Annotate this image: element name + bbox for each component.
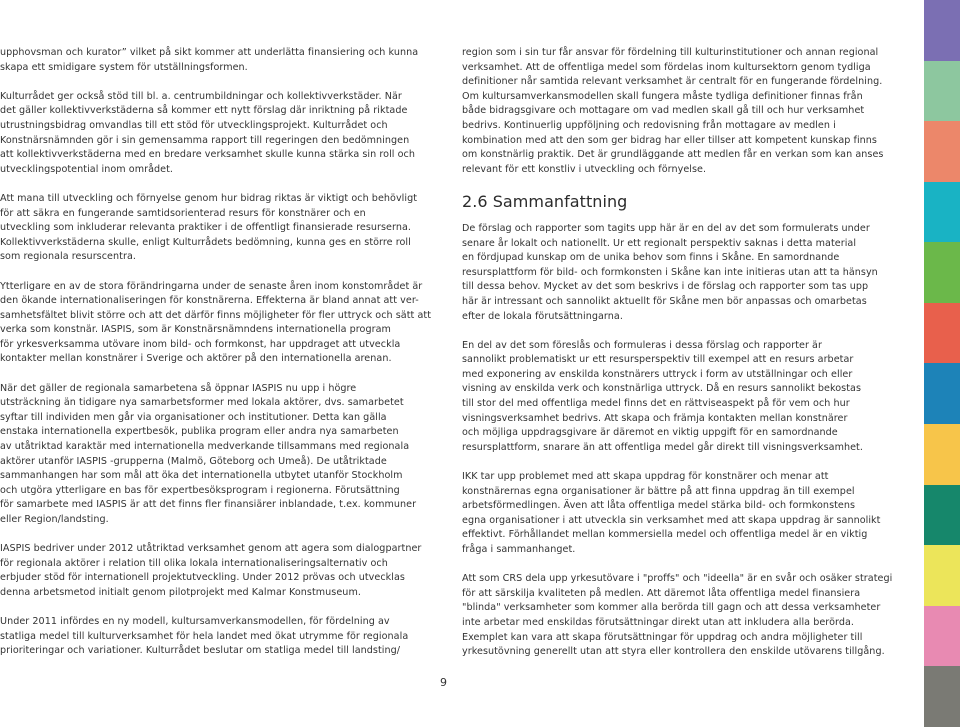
color-stripe-bar <box>924 0 960 727</box>
body-paragraph: En del av det som föreslås och formuleras i dessa förslag och rapporter är sannolikt problematiskt ur ett resursperspektiv till exempel att en resurs arbetar med exponering av enskilda konstnärers uttryck i form av utställningar och eller visning av enskilda verk och konstnärliga uttryck. Då en resurs sannolikt bekostas till stor del med offentliga medel finns det en rättviseaspekt på för vem och hur visningsverksamhet bedrivs. Att skapa och främja kontakten mellan konstnärer och möjliga uppdragsgivare är däremot en viktig uppgift för en samordnande resursplattform, snarare än att offentliga medel går direkt till visningsverksamhet. <box>462 339 863 453</box>
body-paragraph: IASPIS bedriver under 2012 utåtriktad verksamhet genom att agera som dialogpartner för regionala aktörer i relation till olika lokala internationaliseringsalternativ och erbjuder stöd för internationell projektutveckling. Under 2012 prövas och utvecklas denna arbetsmetod initialt genom pilotprojekt med Kalmar Konstmuseum. <box>0 543 422 598</box>
color-swatch <box>924 666 960 727</box>
body-paragraph: När det gäller de regionala samarbetena så öppnar IASPIS nu upp i högre utsträckning än tidigare nya samarbetsformer med lokala aktörer, dvs. samarbetet syftar till individen men går via organisationer och institutioner. Detta kan gälla enstaka internationella expertbesök, publika program eller andra nya samarbeten av utåtriktad karaktär med internationella medverkande tillsammans med regionala aktörer utanför IASPIS -grupperna (Malmö, Göteborg och Umeå). De utåtriktade sammanhangen har som mål att öka det internationella utbytet utanför Stockholm och utgöra ytterligare en bas för expertbesöksprogram i regionerna. Förutsättning för samarbete med IASPIS är att det finns fler finansiärer inblandade, t.ex. kommuner eller Region/landsting. <box>0 382 417 525</box>
color-swatch <box>924 242 960 303</box>
body-paragraph: Ytterligare en av de stora förändringarna under de senaste åren inom konstområdet är den ökande internationaliseringen för konstnärerna. Effekterna är bland annat att ver- samhetsfältet blivit större och att det därför finns möjligheter för fler uttryck och sätt att verka som konstnär. IASPIS, som är Konstnärsnämndens internationella program för yrkesverksamma utövare inom bild- och formkonst, har uppdraget att utveckla kontakter mellan konstnärer i Sverige och aktörer på den internationella arenan. <box>0 280 432 365</box>
body-paragraph: Att mana till utveckling och förnyelse genom hur bidrag riktas är viktigt och behövligt för att säkra en fungerande samtidsorienterad resurs för konstnärer och en utveckling som inkluderar relevanta praktiker i de offentligt finansierade resurserna. Kollektivverkstäderna skulle, enligt Kulturrådets bedömning, kunna ges en större roll som regionala resurscentra. <box>0 192 418 263</box>
color-swatch <box>924 606 960 667</box>
body-paragraph: IKK tar upp problemet med att skapa uppdrag för konstnärer och menar att konstnärernas egna organisationer är bättre på att finna uppdrag än till exempel arbetsförmedlingen. Även att låta offentliga medel stärka bild- och formkonstens egna organisationer i att utveckla sin verksamhet med att skapa uppdrag är sannolikt effektivt. Förhållandet mellan kommersiella medel och offentliga medel är en viktig fråga i sammanhanget. <box>462 471 881 555</box>
color-swatch <box>924 121 960 182</box>
page-number: 9 <box>440 676 447 689</box>
right-text-column <box>462 46 894 674</box>
body-paragraph: region som i sin tur får ansvar för fördelning till kulturinstitutioner och annan regional verksamhet. Att de offentliga medel som fördelas inom kultursektorn genom tydliga definitioner når samtida relevant verksamhet är centralt för en fungerande fördelning. Om kultursamverkansmodellen skall fungera måste tydliga definitioner finnas från både bidragsgivare och mottagare om vad medlen skall gå till och hur verksamhet bedrivs. Kontinuerlig uppföljning och redovisning från mottagare av medlen i kombination med att den som ger bidrag har eller tillser att kompetent kunskap finns om konstnärlig praktik. Det är grundläggande att medlen får en verkan som kan anses relevant för ett konstliv i utveckling och förnyelse. <box>462 47 884 175</box>
color-swatch <box>924 303 960 364</box>
color-swatch <box>924 363 960 424</box>
body-paragraph: De förslag och rapporter som tagits upp här är en del av det som formulerats under senare år lokalt och nationellt. Ur ett regionalt perspektiv saknas i detta material en fördjupad kunskap om de unika behov som finns i Skåne. En samordnande resursplattform för bild- och formkonsten i Skåne kan inte initieras utan att ta hänsyn till dessa behov. Mycket av det som beskrivs i de förslag och rapporter som tas upp här är intressant och sannolikt aktuellt för Skåne men bör anpassas och omarbetas efter de lokala förutsättningarna. <box>462 222 878 322</box>
color-swatch <box>924 61 960 122</box>
color-swatch <box>924 545 960 606</box>
color-swatch <box>924 424 960 485</box>
body-paragraph: Att som CRS dela upp yrkesutövare i "proffs" och "ideella" är en svår och osäker strategi för att särskilja kvaliteten på medlen. Att däremot låta offentliga medel finansiera "blinda" verksamheter som kommer alla berörda till gagn och att dessa verksamheter inte arbetar med enskildas förutsättningar direkt utan att inkludera alla berörda. Exemplet kan vara att skapa förutsättningar för uppdrag och andra möjligheter till yrkesutövning generellt utan att styra eller kontrollera den enskilde utövarens tillgång. <box>462 573 893 658</box>
body-paragraph: Under 2011 infördes en ny modell, kultursamverkansmodellen, för fördelning av statliga medel till kulturverksamhet för hela landet med ökat utrymme för regionala prioriteringar och variationer. Kulturrådet beslutar om statliga medel till landsting/ <box>0 616 409 657</box>
left-text-column <box>0 46 432 674</box>
body-paragraph: upphovsman och kurator” vilket på sikt kommer att underlätta finansiering och kunna skapa ett smidigare system för utställningsformen. <box>0 47 419 73</box>
section-heading: 2.6 Sammanfattning <box>462 191 628 211</box>
color-swatch <box>924 182 960 243</box>
body-paragraph: Kulturrådet ger också stöd till bl. a. centrumbildningar och kollektivverkstäder. När det gäller kollektivverkstäderna så kommer ett nytt förslag där inriktning på riktade utrustningsbidrag omvandlas till ett stöd för utvecklingsprojekt. Kulturrådet och Konstnärsnämnden gör i sin gemensamma rapport till regeringen den bedömningen att kollektivverkstäderna med en bredare verksamhet skulle kunna stärka sin roll och utvecklingspotential inom området. <box>0 90 415 175</box>
color-swatch <box>924 485 960 546</box>
color-swatch <box>924 0 960 61</box>
